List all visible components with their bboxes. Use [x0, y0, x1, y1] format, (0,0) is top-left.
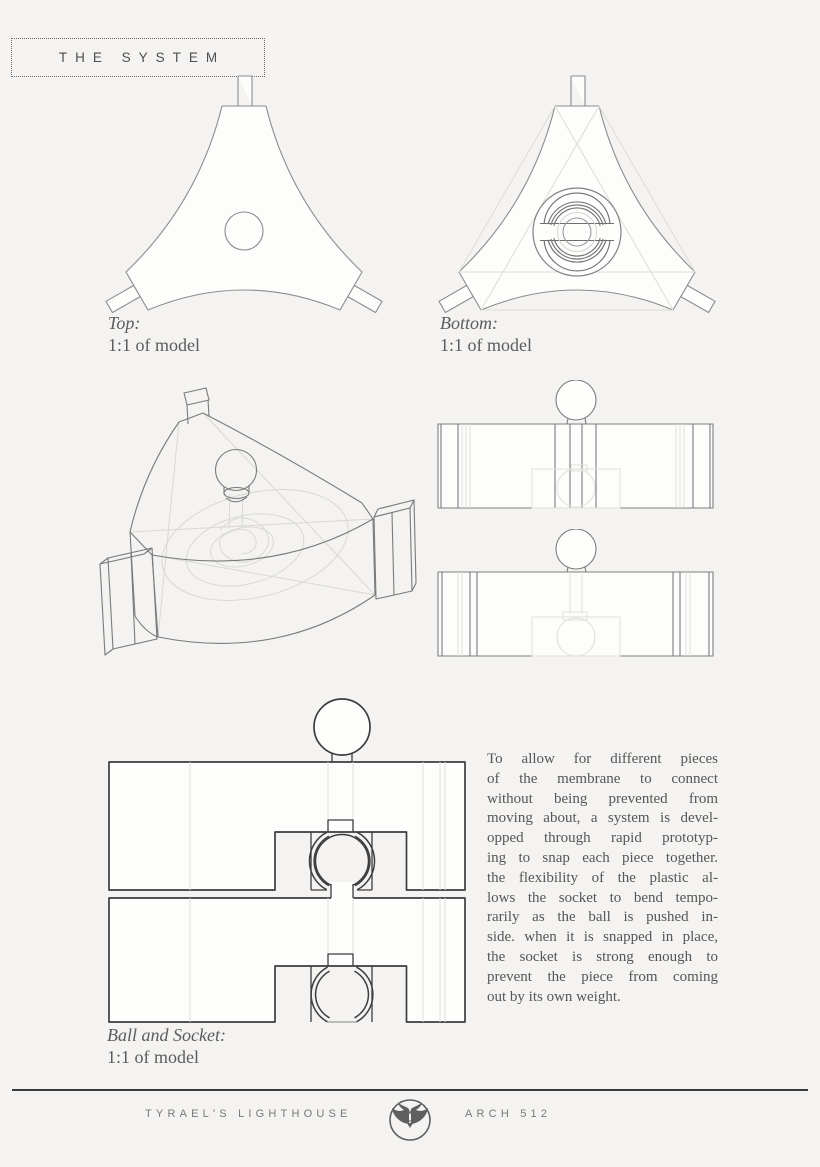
page-title: THE SYSTEM	[58, 50, 226, 65]
ball-socket-drawing	[95, 690, 475, 1035]
caption-scale: 1:1 of model	[440, 335, 532, 355]
upper-piece	[109, 762, 465, 890]
bottom-view-drawing	[428, 70, 728, 318]
footer-course-code: ARCH 512	[465, 1108, 552, 1120]
caption-bottom-view	[440, 312, 532, 356]
hidden-wireframe	[130, 413, 375, 637]
paragraph-line: ing to snap each piece together.	[487, 849, 718, 866]
paragraph-line: rarily as the ball is pushed in-	[487, 909, 718, 926]
footer-rule	[12, 1089, 808, 1091]
side-view-drawing-2	[428, 529, 720, 664]
ball-in-socket	[316, 835, 369, 888]
caption-label: Bottom:	[440, 313, 498, 333]
footer-project-name: TYRAEL'S LIGHTHOUSE	[145, 1108, 352, 1120]
socket-outer-circle	[533, 188, 621, 276]
isometric-drawing	[90, 380, 425, 675]
caption-top-view	[108, 312, 200, 356]
caption-label: Top:	[108, 313, 141, 333]
paragraph-line: opped through rapid prototyp-	[487, 830, 718, 847]
paragraph-line: the flexibility of the plastic al-	[487, 869, 718, 886]
side-view-drawing-1	[428, 380, 720, 515]
caption-ball-socket	[107, 1024, 226, 1068]
caption-scale: 1:1 of model	[108, 335, 200, 355]
paragraph-line: prevent the piece from coming	[487, 968, 718, 985]
description-paragraph	[487, 750, 718, 1007]
paragraph-line: moving about, a system is devel-	[487, 810, 718, 827]
top-view-drawing	[95, 70, 395, 318]
paragraph-line: of the membrane to connect	[487, 770, 718, 787]
paragraph-line: the socket is strong enough to	[487, 948, 718, 965]
caption-label: Ball and Socket:	[107, 1025, 226, 1045]
paragraph-line: To allow for different pieces	[487, 751, 718, 767]
ball-top	[314, 699, 370, 755]
paragraph-line: side. when it is snapped in place,	[487, 929, 718, 946]
paragraph-line: out by its own weight.	[487, 988, 621, 1005]
paragraph-line: lows the socket to bend tempo-	[487, 889, 718, 906]
caption-scale: 1:1 of model	[107, 1047, 199, 1067]
wings-logo	[388, 1098, 432, 1142]
empty-socket	[311, 967, 328, 1022]
paragraph-line: without being prevented from	[487, 790, 718, 807]
lower-piece	[109, 898, 465, 1022]
